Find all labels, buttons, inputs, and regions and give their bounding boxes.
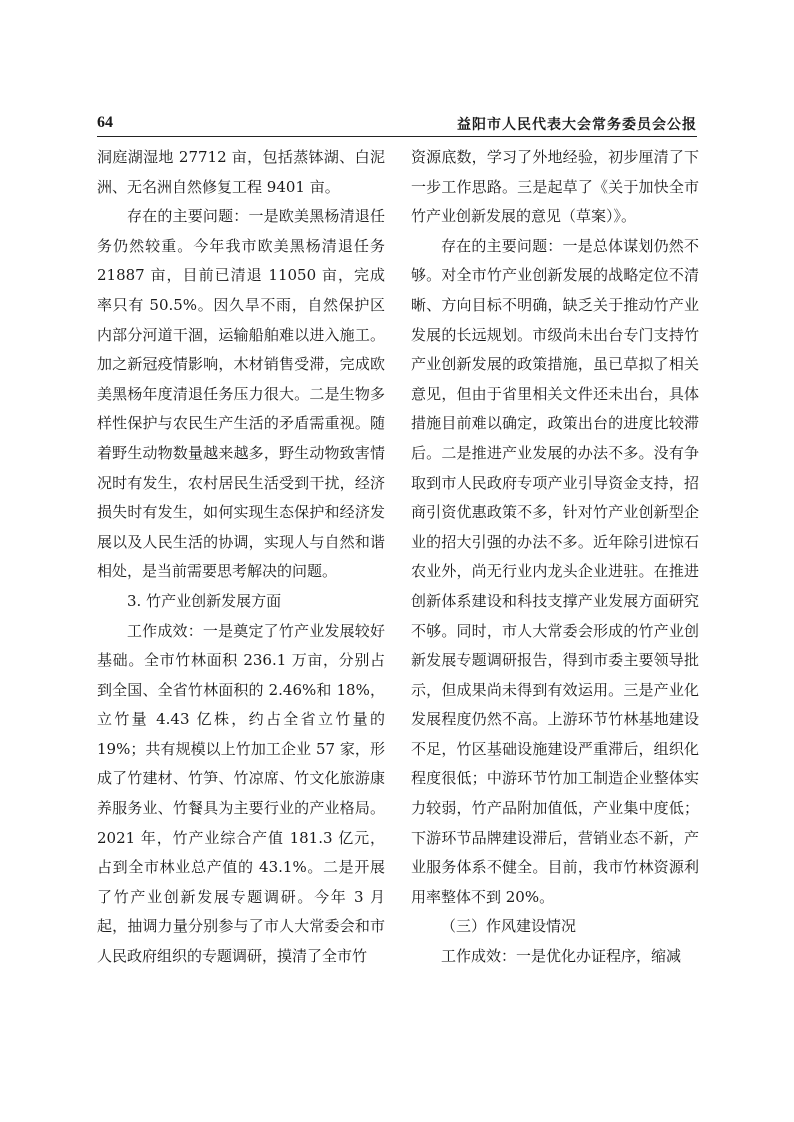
right-paragraph-continued: 资源底数，学习了外地经验，初步厘清了下一步工作思路。三是起草了《关于加快全市竹产业创新发展的意见（草案）》。 bbox=[411, 148, 699, 226]
right-column bbox=[411, 143, 699, 972]
left-paragraph-problems: 存在的主要问题：一是欧美黑杨清退任务仍然较重。今年我市欧美黑杨清退任务 21887 亩，目前已清退 11050 亩，完成率只有 50.5%。因久旱不雨，自然保护区内部分河道干涸，运输船舶难以进入施工。加之新冠疫情影响，木材销售受滞，完成欧美黑杨年度清退任务压力很大。二是生物多样性保护与农民生产生活的矛盾需重视。随着野生动物数量越来越多，野生动物致害情况时有发生，农村居民生活受到干扰，经济损失时有发生，如何实现生态保护和经济发展以及人民生活的协调，实现人与自然和谐相处，是当前需要思考解决的问题。 bbox=[97, 207, 385, 581]
left-column bbox=[97, 143, 385, 972]
section-heading-style: （三）作风建设情况 bbox=[441, 917, 577, 936]
journal-title: 益阳市人民代表大会常务委员会公报 bbox=[457, 117, 697, 133]
left-paragraph-results: 工作成效：一是奠定了竹产业发展较好基础。全市竹林面积 236.1 万亩，分别占到全国、全省竹林面积的 2.46%和 18%，立竹量 4.43 亿株，约占全省立竹量的 19%；共有规模以上竹加工企业 57 家，形成了竹建材、竹笋、竹凉席、竹文化旅游康养服务业、竹餐具为主要行业的产业格局。2021 年，竹产业综合产值 181.3 亿元，占到全市林业总产值的 43.1%。二是开展了竹产业创新发展专题调研。今年 3 月起，抽调力量分别参与了市人大常委会和市人民政府组织的专题调研，摸清了全市竹 bbox=[97, 621, 385, 966]
right-paragraph-results: 工作成效：一是优化办证程序，缩减 bbox=[441, 947, 682, 966]
left-paragraph-continued: 洞庭湖湿地 27712 亩，包括蒸钵湖、白泥洲、无名洲自然修复工程 9401 亩。 bbox=[97, 148, 385, 196]
page-header bbox=[97, 112, 697, 137]
section-heading-bamboo: 3. 竹产业创新发展方面 bbox=[127, 591, 282, 610]
right-paragraph-problems: 存在的主要问题：一是总体谋划仍然不够。对全市竹产业创新发展的战略定位不清晰、方向目标不明确，缺乏关于推动竹产业发展的长远规划。市级尚未出台专门支持竹产业创新发展的政策措施，虽已草拟了相关意见，但由于省里相关文件还未出台，具体措施目前难以确定，政策出台的进度比较滞后。二是推进产业发展的办法不多。没有争取到市人民政府专项产业引导资金支持，招商引资优惠政策不多，针对竹产业创新型企业的招大引强的办法不多。近年除引进惊石农业外，尚无行业内龙头企业进驻。在推进创新体系建设和科技支撑产业发展方面研究不够。同时，市人大常委会形成的竹产业创新发展专题调研报告，得到市委主要领导批示，但成果尚未得到有效运用。三是产业化发展程度仍然不高。上游环节竹林基地建设不足，竹区基础设施建设严重滞后，组织化程度很低；中游环节竹加工制造企业整体实力较弱，竹产品附加值低，产业集中度低；下游环节品牌建设滞后，营销业态不新，产业服务体系不健全。目前，我市竹林资源利用率整体不到 20%。 bbox=[411, 236, 699, 906]
page-number: 64 bbox=[97, 114, 113, 131]
